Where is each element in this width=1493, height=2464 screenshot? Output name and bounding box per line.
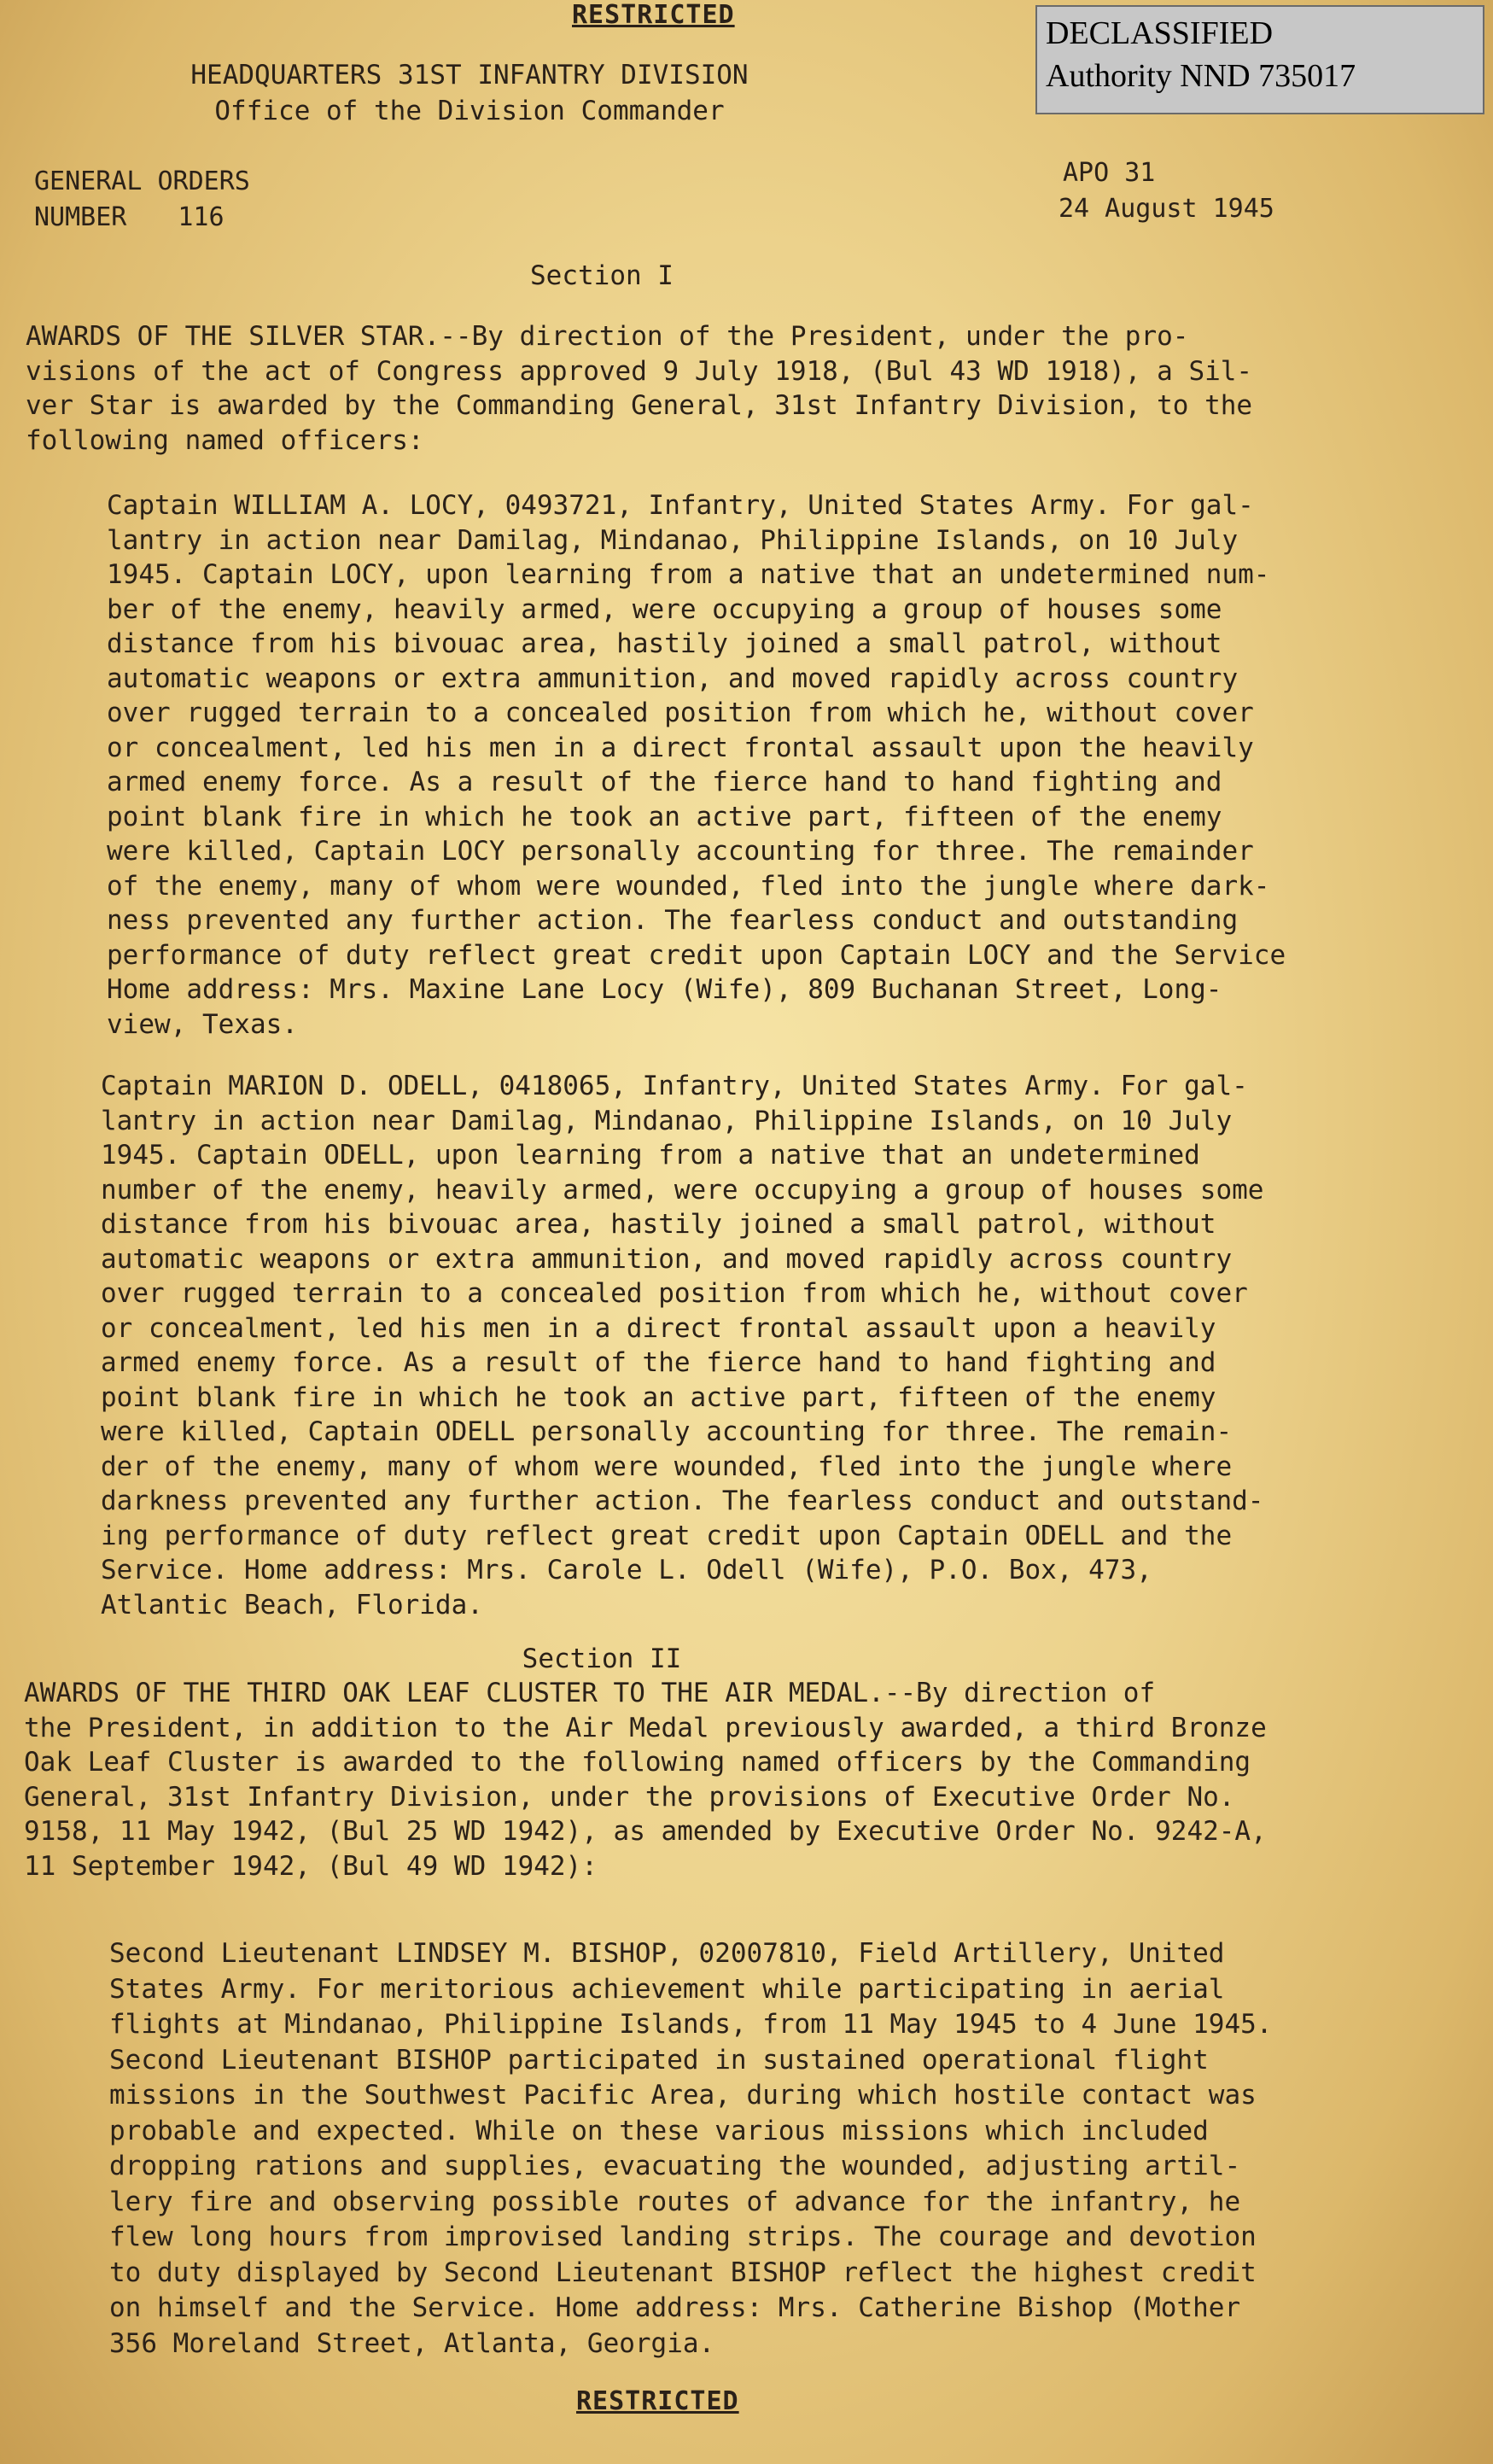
text-line: or concealment, led his men in a direct frontal assault upon the heavily bbox=[107, 732, 1254, 763]
text-line: 1945. Captain LOCY, upon learning from a native that an undetermined num- bbox=[107, 559, 1270, 590]
text-line: distance from his bivouac area, hastily joined a small patrol, without bbox=[101, 1209, 1216, 1240]
text-line: Captain WILLIAM A. LOCY, 0493721, Infantry, United States Army. For gal- bbox=[107, 490, 1254, 521]
text-line: number of the enemy, heavily armed, were occupying a group of houses some bbox=[101, 1174, 1264, 1206]
number-label: NUMBER bbox=[34, 202, 127, 232]
headquarters-title: HEADQUARTERS 31ST INFANTRY DIVISION bbox=[190, 60, 749, 91]
text-line: point blank fire in which he took an active part, fifteen of the enemy bbox=[107, 801, 1222, 832]
text-line: AWARDS OF THE SILVER STAR.--By direction of the President, under the pro- bbox=[26, 321, 1189, 352]
restricted-marking-bottom: RESTRICTED bbox=[576, 2386, 739, 2416]
text-line: over rugged terrain to a concealed position from which he, without cover bbox=[101, 1278, 1248, 1309]
text-line: were killed, Captain LOCY personally accounting for three. The remainder bbox=[107, 836, 1254, 867]
text-line: 9158, 11 May 1942, (Bul 25 WD 1942), as amended by Executive Order No. 9242-A, bbox=[24, 1816, 1267, 1847]
text-line: der of the enemy, many of whom were wounded, fled into the jungle where bbox=[101, 1451, 1233, 1482]
text-line: 11 September 1942, (Bul 49 WD 1942): bbox=[24, 1850, 598, 1882]
apo-number: APO 31 bbox=[1063, 158, 1156, 188]
text-line: point blank fire in which he took an active part, fifteen of the enemy bbox=[101, 1381, 1216, 1413]
text-line: darkness prevented any further action. The fearless conduct and outstand- bbox=[101, 1486, 1264, 1516]
text-line: distance from his bivouac area, hastily joined a small patrol, without bbox=[107, 628, 1222, 659]
text-line: following named officers: bbox=[26, 424, 424, 456]
text-line: ing performance of duty reflect great credit upon Captain ODELL and the bbox=[101, 1520, 1233, 1551]
restricted-marking-top: RESTRICTED bbox=[572, 0, 735, 30]
text-line: the President, in addition to the Air Medal previously awarded, a third Bronze bbox=[24, 1712, 1267, 1743]
text-line: or concealment, led his men in a direct frontal assault upon a heavily bbox=[101, 1312, 1216, 1344]
general-orders-text: GENERAL ORDERS bbox=[34, 166, 250, 196]
text-line: lantry in action near Damilag, Mindanao, Philippine Islands, on 10 July bbox=[101, 1105, 1233, 1136]
text-line: visions of the act of Congress approved 9 July 1918, (Bul 43 WD 1918), a Sil- bbox=[26, 355, 1253, 387]
text-line: ness prevented any further action. The fearless conduct and outstanding bbox=[107, 905, 1239, 936]
text-line: over rugged terrain to a concealed position from which he, without cover bbox=[107, 698, 1254, 728]
text-line: flew long hours from improvised landing strips. The courage and devotion bbox=[109, 2222, 1257, 2252]
section-1-intro bbox=[26, 319, 1252, 458]
order-number-row bbox=[34, 200, 250, 236]
text-line: to duty displayed by Second Lieutenant BISHOP reflect the highest credit bbox=[109, 2257, 1257, 2288]
text-line: probable and expected. While on these various missions which included bbox=[109, 2115, 1209, 2146]
text-line: lery fire and observing possible routes of advance for the infantry, he bbox=[109, 2186, 1241, 2217]
office-subtitle: Office of the Division Commander bbox=[214, 96, 725, 126]
order-number: 116 bbox=[178, 202, 225, 232]
text-line: Captain MARION D. ODELL, 0418065, Infantry, United States Army. For gal- bbox=[101, 1071, 1248, 1101]
text-line: Second Lieutenant BISHOP participated in sustained operational flight bbox=[109, 2044, 1209, 2076]
text-line: ber of the enemy, heavily armed, were occupying a group of houses some bbox=[107, 593, 1222, 625]
text-line: were killed, Captain ODELL personally accounting for three. The remain- bbox=[101, 1416, 1233, 1447]
text-line: of the enemy, many of whom were wounded, fled into the jungle where dark- bbox=[107, 870, 1270, 902]
section-2-intro bbox=[24, 1676, 1267, 1883]
text-line: dropping rations and supplies, evacuating the wounded, adjusting artil- bbox=[109, 2151, 1241, 2181]
order-date: 24 August 1945 bbox=[1059, 194, 1274, 224]
text-line: 1945. Captain ODELL, upon learning from a native that an undetermined bbox=[101, 1140, 1200, 1171]
general-orders-label bbox=[34, 164, 250, 236]
text-line: Service. Home address: Mrs. Carole L. Odell (Wife), P.O. Box, 473, bbox=[101, 1555, 1152, 1585]
text-line: Home address: Mrs. Maxine Lane Locy (Wife), 809 Buchanan Street, Long- bbox=[107, 974, 1222, 1005]
text-line: Second Lieutenant LINDSEY M. BISHOP, 02007810, Field Artillery, United bbox=[109, 1938, 1225, 1969]
text-line: automatic weapons or extra ammunition, and moved rapidly across country bbox=[101, 1243, 1233, 1275]
text-line: on himself and the Service. Home address: Mrs. Catherine Bishop (Mother bbox=[109, 2292, 1241, 2323]
text-line: automatic weapons or extra ammunition, and moved rapidly across country bbox=[107, 663, 1239, 694]
text-line: performance of duty reflect great credit upon Captain LOCY and the Service bbox=[107, 939, 1286, 971]
text-line: General, 31st Infantry Division, under the provisions of Executive Order No. bbox=[24, 1781, 1235, 1813]
declassified-stamp bbox=[1035, 5, 1484, 114]
apo-date-block bbox=[1059, 155, 1274, 227]
declassified-label: DECLASSIFIED bbox=[1046, 15, 1274, 51]
text-line: 356 Moreland Street, Atlanta, Georgia. bbox=[109, 2327, 715, 2359]
text-line: AWARDS OF THE THIRD OAK LEAF CLUSTER TO THE AIR MEDAL.--By direction of bbox=[24, 1678, 1156, 1708]
text-line: missions in the Southwest Pacific Area, during which hostile contact was bbox=[109, 2080, 1257, 2111]
text-line: ver Star is awarded by the Commanding General, 31st Infantry Division, to the bbox=[26, 390, 1253, 421]
citation-locy bbox=[107, 488, 1286, 1042]
citation-odell bbox=[101, 1069, 1263, 1622]
text-line: flights at Mindanao, Philippine Islands, from 11 May 1945 to 4 June 1945. bbox=[109, 2009, 1273, 2040]
section-2-title: Section II bbox=[522, 1644, 682, 1674]
text-line: armed enemy force. As a result of the fierce hand to hand fighting and bbox=[101, 1347, 1216, 1378]
citation-bishop bbox=[109, 1936, 1272, 2362]
text-line: armed enemy force. As a result of the fierce hand to hand fighting and bbox=[107, 767, 1222, 797]
authority-label: Authority NND 735017 bbox=[1046, 58, 1356, 94]
text-line: States Army. For meritorious achievement while participating in aerial bbox=[109, 1973, 1225, 2005]
text-line: Atlantic Beach, Florida. bbox=[101, 1589, 483, 1620]
text-line: Oak Leaf Cluster is awarded to the following named officers by the Commanding bbox=[24, 1747, 1251, 1778]
text-line: lantry in action near Damilag, Mindanao, Philippine Islands, on 10 July bbox=[107, 524, 1239, 556]
section-1-title: Section I bbox=[530, 260, 674, 291]
text-line: view, Texas. bbox=[107, 1008, 298, 1040]
